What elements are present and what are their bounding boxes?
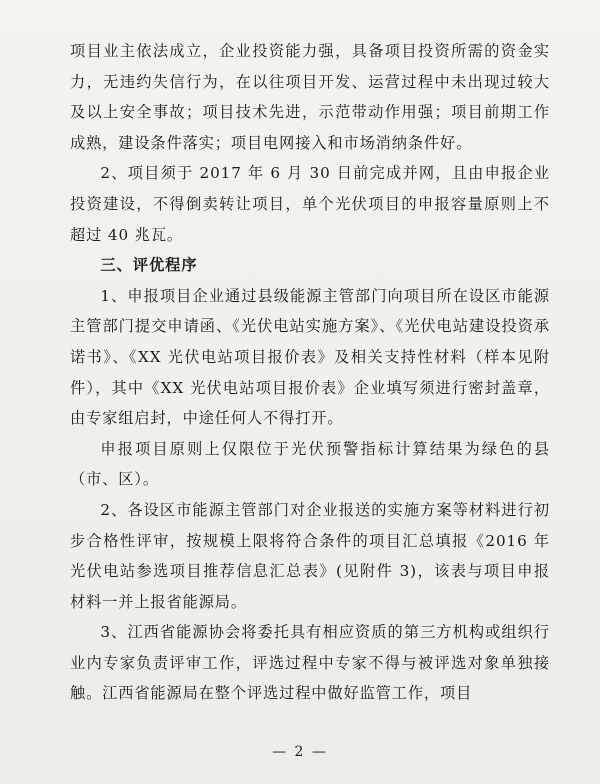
paragraph-green-county-restriction: 申报项目原则上仅限位于光伏预警指标计算结果为绿色的县（市、区）。 (70, 439, 550, 489)
paragraph-grid-connection-deadline: 2、项目须于 2017 年 6 月 30 日前完成并网，且由申报企业投资建设，不得倒卖转让项目，单个光伏项目的申报容量原则上不超过 40 兆瓦。 (70, 164, 550, 244)
page-number: — 2 — (272, 744, 328, 760)
paragraph-application-submission: 1、申报项目企业通过县级能源主管部门向项目所在设区市能源主管部门提交申请函、《光伏电站实施方案》、《光伏电站建设投资承诺书》、《XX 光伏电站项目报价表》及相关支持性材料（样本见附件），其中《XX 光伏电站项目报价表》企业填写须进行密封盖章，由专家组启封，中途任何人不得打开。 (70, 286, 550, 428)
paragraph-city-review: 2、各设区市能源主管部门对企业报送的实施方案等材料进行初步合格性评审，按规模上限将符合条件的项目汇总填报《2016 年光伏电站参选项目推荐信息汇总表》(见附件 3)，该表与项目申报材料一并上报省能源局。 (70, 500, 550, 611)
document-body (70, 36, 550, 709)
paragraph-expert-evaluation: 3、江西省能源协会将委托具有相应资质的第三方机构或组织行业内专家负责评审工作，评选过程中专家不得与被评选对象单独接触。江西省能源局在整个评选过程中做好监管工作，项目 (70, 623, 550, 703)
paragraph-project-owner-requirements: 项目业主依法成立，企业投资能力强，具备项目投资所需的资金实力，无违约失信行为，在以往项目开发、运营过程中未出现过较大及以上安全事故；项目技术先进，示范带动作用强；项目前期工作成熟，建设条件落实；项目电网接入和市场消纳条件好。 (70, 42, 550, 152)
section-heading-evaluation-procedure: 三、评优程序 (100, 256, 198, 275)
